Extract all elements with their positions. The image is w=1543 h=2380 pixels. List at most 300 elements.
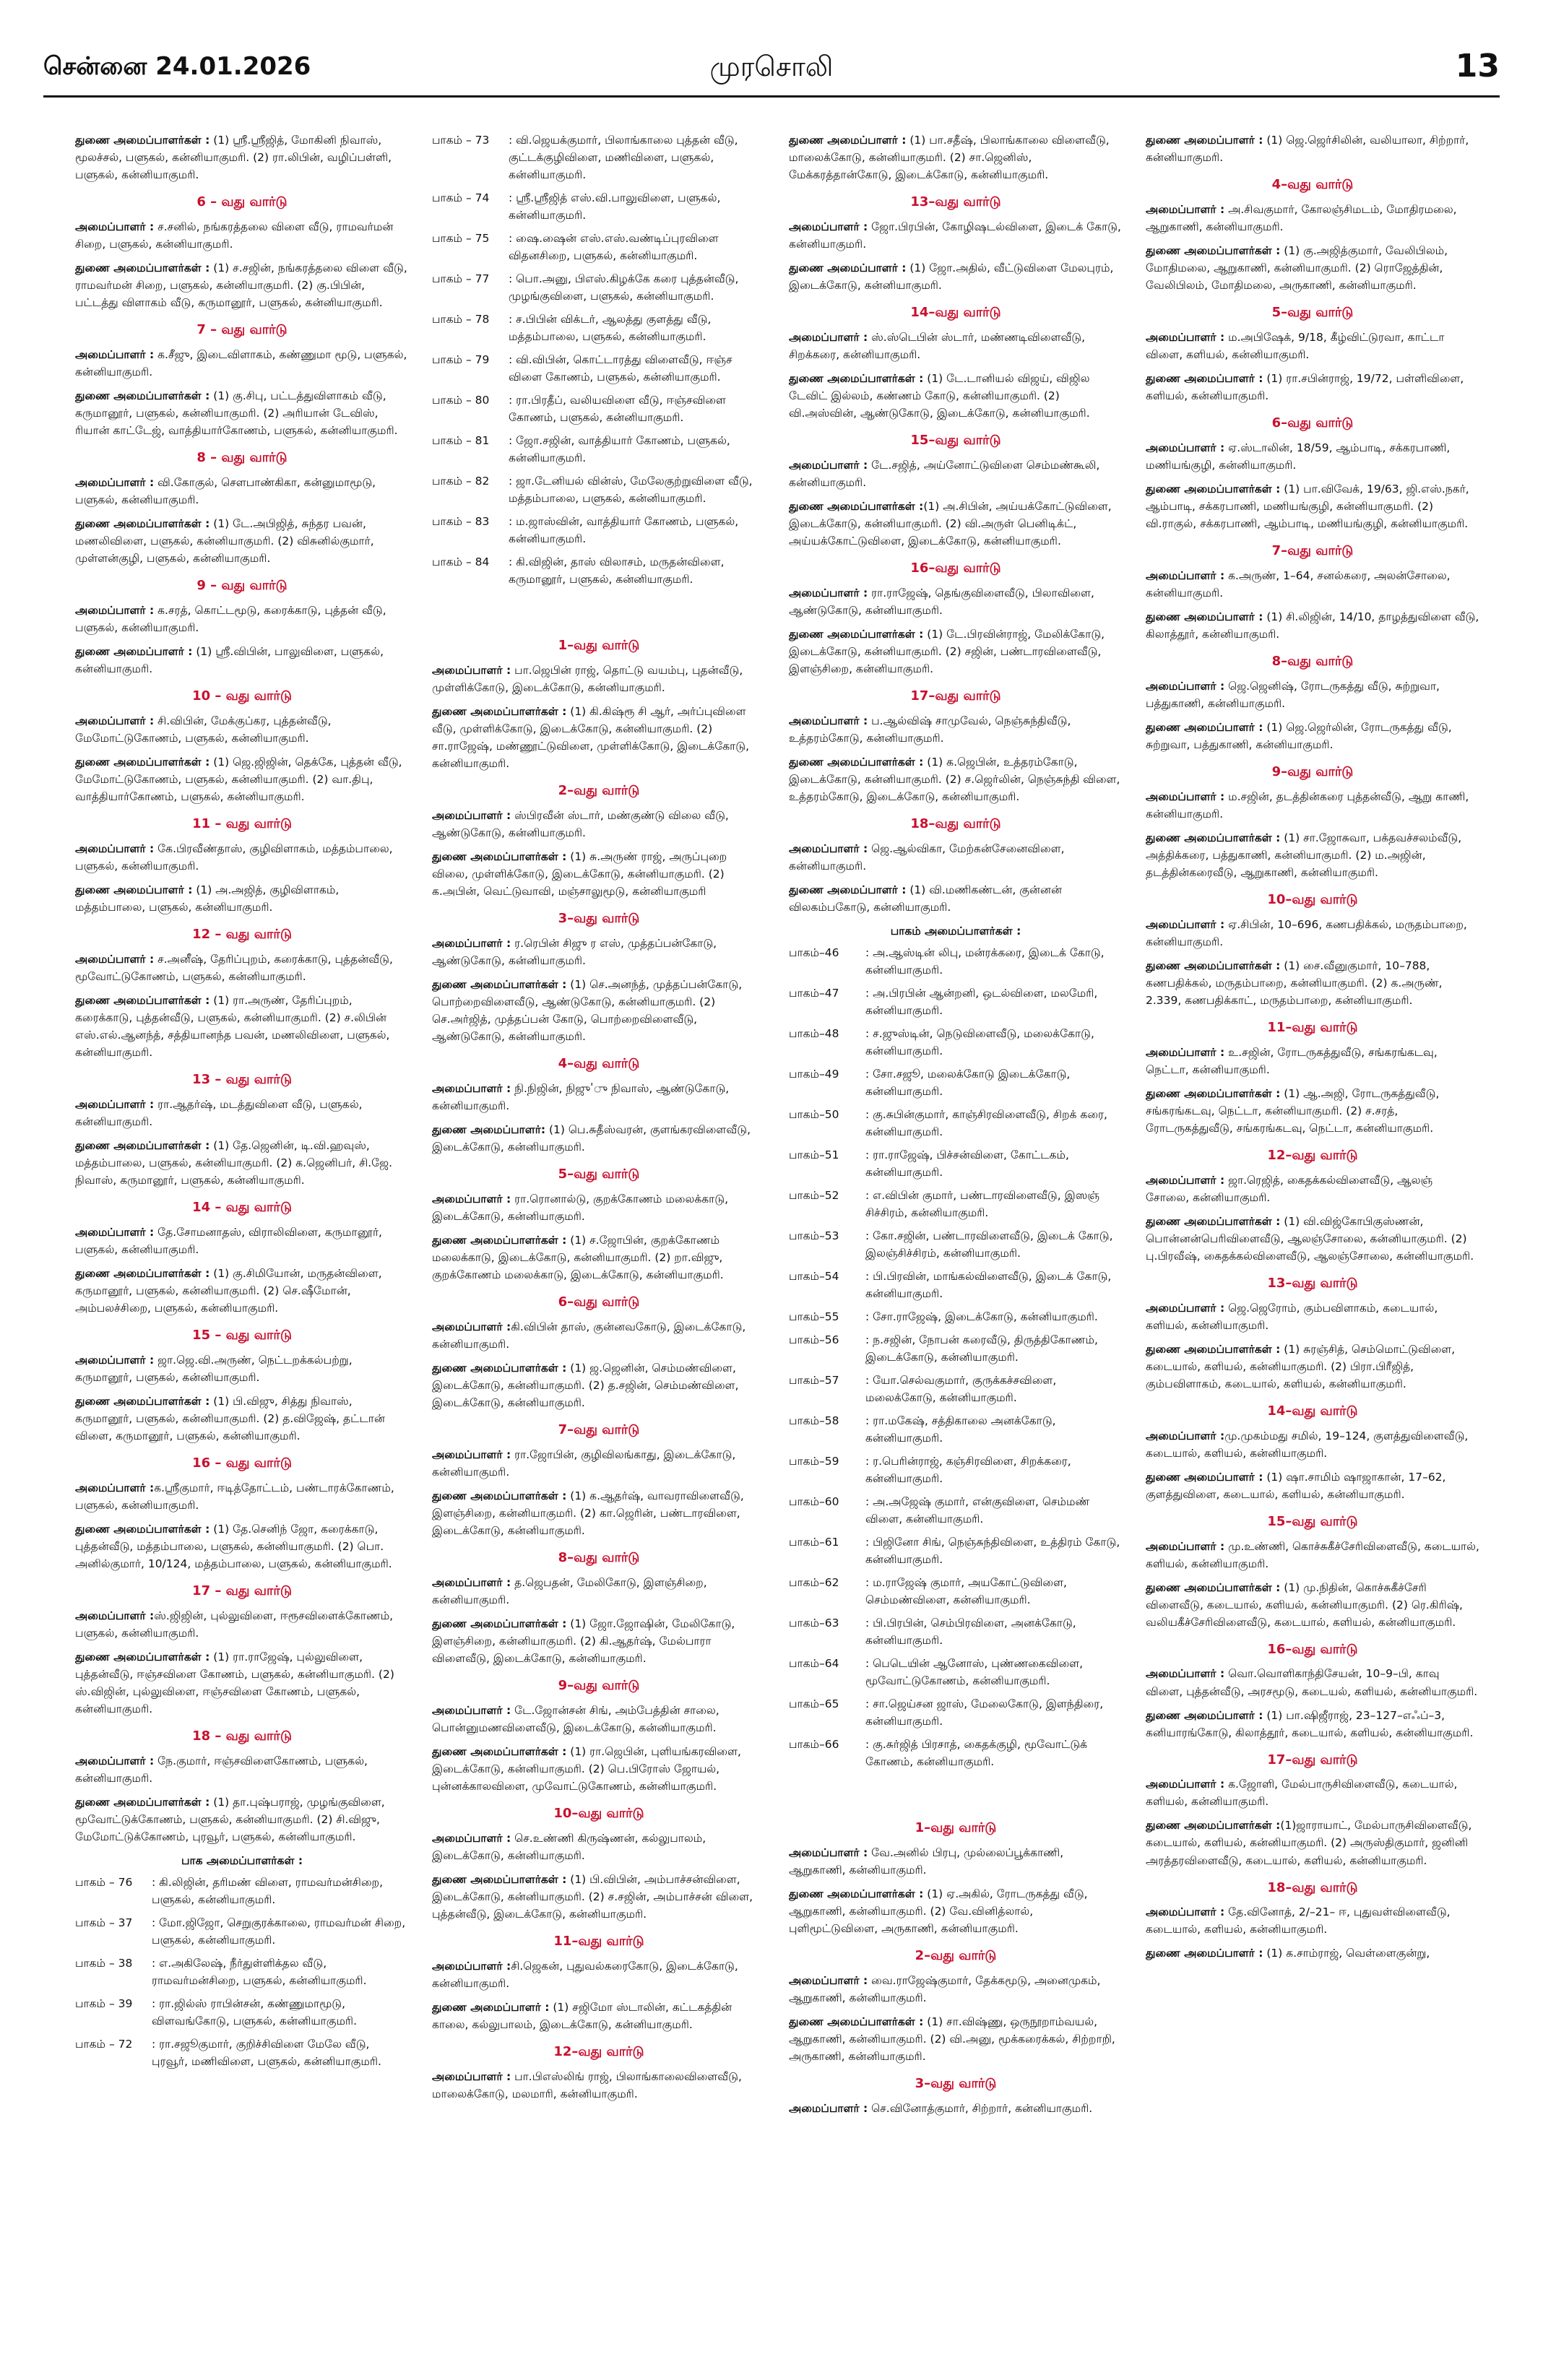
ward-heading: 9 – வது வார்டு [196,577,288,593]
ward-heading: 7 – வது வார்டு [196,322,288,338]
member-entry [432,1121,766,1156]
booth-row [789,1187,1123,1227]
member-details: ஏ.சிபின், 10–696, கணபதிக்கல், மருதம்பாறை, கன்னியாகுமரி. [1146,917,1467,948]
booth-row [789,1065,1123,1106]
role-label: அமைப்பாளர் : [789,2102,868,2116]
role-label: அமைப்பாளர் : [432,1831,511,1845]
role-label: துணை அமைப்பாளர் : [789,134,907,147]
ward-heading: 6–வது வார்டு [1271,415,1354,430]
ward-heading: 3–வது வார்டு [558,911,640,927]
role-label: துணை அமைப்பாளர்கள் : [432,1617,567,1631]
role-label: அமைப்பாளர் : [789,841,868,855]
ward-heading: 9–வது வார்டு [558,1678,640,1694]
member-entry [75,346,409,381]
booth-table [432,131,766,594]
ward-heading: 11–வது வார்டு [1267,1019,1358,1035]
role-label: அமைப்பாளர் : [75,1353,155,1367]
role-label: அமைப்பாளர் : [432,1082,511,1096]
member-entry [432,1830,766,1864]
member-details: (1) தே.ஜெனின், டி.வி.ஹவுஸ், மத்தம்பாலை, பளுகல், கன்னியாகுமரி. (2) க.ஜெனிபர், சி.ஜே. நிவாஸ், கருமானூர், பளுகல், கன்னியாகுமரி. [75,1138,393,1187]
booth-row [75,1955,409,1995]
role-label: அமைப்பாளர் : [75,1097,155,1111]
role-label: துணை அமைப்பாளர்கள் : [75,389,210,402]
ward-heading: 8–வது வார்டு [558,1550,640,1566]
role-label: துணை அமைப்பாளர்கள் : [789,2015,924,2029]
member-entry [75,602,409,636]
member-entry [1146,1944,1479,1962]
header-rule [43,95,1500,98]
member-entry [1146,1538,1479,1572]
member-entry [1146,916,1479,951]
member-details: க.அருண், 1–64, சனல்கரை, அலன்சோலை, கன்னியாகுமரி. [1146,568,1451,600]
member-details: ரா.ஜோபின், குழிவிலங்காது, இடைக்கோடு, கன்னியாகுமரி. [432,1448,736,1479]
booth-row [789,985,1123,1025]
ward-heading: 6 – வது வார்டு [196,194,288,210]
booth-number: பாகம்–51 [789,1148,839,1161]
member-details: (1) ச.ஜோபின், குறக்கோணம் மலைக்காடு, இடைக்கோடு, கன்னியாகுமரி. (2) றா.விஜு, குறக்கோணம் மலைக்காடு, இடைக்கோடு, கன்னியாகுமரி. [432,1234,724,1282]
role-label: துணை அமைப்பாளர் : [1146,1470,1263,1484]
member-entry [789,259,1123,294]
booth-member: : சோ.ராஜேஷ், இடைக்கோடு, கன்னியாகுமரி. [865,1310,1098,1324]
ward-heading: 17–வது வார்டு [1267,1752,1358,1767]
member-entry [432,1487,766,1539]
member-entry [432,807,766,841]
booth-row [432,472,766,513]
role-label: அமைப்பாளர் : [75,1481,155,1494]
booth-number: பாகம்–47 [789,986,839,1000]
booth-member: : அ.பிரபின் ஆன்றனி, ஒடல்விளை, மலமேரி, கன்னியாகுமரி. [865,986,1098,1017]
member-details: ஜெ.ஜெரோம், கும்பவிளாகம், கடையால், களியல், கன்னியாகுமரி. [1146,1301,1438,1332]
member-entry [432,1871,766,1923]
ward-heading: 12–வது வார்டு [553,2044,644,2060]
member-details: (1) டே.அபிஜித், சுந்தர பவன், மணலிவிளை, பளுகல், கன்னியாகுமரி. (2) விசுனில்குமார், முள்ளன்குழி, பளுகல், கன்னியாகுமரி. [75,516,374,565]
masthead: முரசொலி [709,51,834,82]
booth-number: பாகம்–62 [789,1576,839,1590]
member-entry [1146,608,1479,643]
page-number: 13 [1455,48,1500,85]
member-details: ஜெ.ஜெனிஷ், ரோடருகத்து வீடு, சுற்றுவா, பத்துகாணி, கன்னியாகுமரி. [1146,679,1440,710]
booth-row [789,1736,1123,1776]
booth-row [432,351,766,391]
ward-heading: 12–வது வார்டு [1267,1147,1358,1163]
role-label: துணை அமைப்பாளர்கள் : [75,516,210,530]
member-entry [789,626,1123,678]
booth-row [432,131,766,189]
role-label: துணை அமைப்பாளர் : [1146,1947,1263,1960]
booth-row [75,1995,409,2035]
role-label: அமைப்பாளர் : [432,1576,511,1590]
booth-row [789,1372,1123,1412]
member-entry [1146,131,1479,166]
member-details: வி.கோகுல், சௌபாண்கிகா, கன்னுமாமூடு, பளுகல், கன்னியாகுமரி. [75,475,376,506]
member-entry [1146,1213,1479,1265]
member-entry [432,1743,766,1795]
booth-number: பாகம்–48 [789,1026,839,1040]
role-label: துணை அமைப்பாளர்கள் : [1146,959,1281,972]
member-entry [789,712,1123,747]
member-details: ரா.ஆதர்ஷ், மடத்துவிளை வீடு, பளுகல், கன்னியாகுமரி. [75,1097,363,1128]
role-label: அமைப்பாளர் : [1146,441,1225,454]
member-details: ஜோ.பிரபின், கோழிஷடல்விளை, இடைக் கோடு, கன்னியாகுமரி. [789,220,1121,251]
member-entry [1146,1341,1479,1393]
member-details: (1) ரா.சபின்ராஜ், 19/72, பள்ளிவிளை, களியல், கன்னியாகுமரி. [1146,371,1464,402]
member-entry [432,848,766,900]
member-details: பா.பிஎஸ்லிங் ராஜ், பிலாங்காலைவிளைவீடு, மாலைக்கோடு, மலமாரி, கன்னியாகுமரி. [432,2069,742,2100]
member-details: (1) ஸ்ரீ.விபின், பாலுவிளை, பளுகல், கன்னியாகுமரி. [75,644,384,675]
booth-row [75,1914,409,1955]
member-details: (1) வி.விஜ்கோபிகுஸ்ணன், பொன்னன்பெரிவிளைவீடு, ஆலஞ்சோலை, கன்னியாகுமரி. (2) பு.பிரவீஷ், கைதக்கல்விளைவீடு, ஆலஞ்சோலை, கன்னியாகுமரி. [1146,1214,1474,1263]
booth-number: பாகம் – 37 [75,1916,133,1929]
booth-row [75,1874,409,1914]
booth-row [789,1695,1123,1736]
booth-row [789,1655,1123,1695]
member-entry [432,1359,766,1411]
member-details: (1) கு.சிபு, பட்டத்துவிளாகம் வீடு, கருமானூர், பளுகல், கன்னியாகுமரி. (2) அரியான் டேவிஸ், ரியான் காட்டேஜ், வாத்தியார்கோணம், பளுகல், கன்னியாகுமரி. [75,389,398,437]
ward-heading: 16–வது வார்டு [910,560,1001,576]
role-label: அமைப்பாளர் : [1146,1667,1225,1681]
booth-member: : கு.சுபின்குமார், காஞ்சிரவிளைவீடு, சிறக் கரை, கன்னியாகுமரி. [865,1107,1107,1138]
role-label: துணை அமைப்பாளர்கள் : [432,1745,567,1759]
member-details: (1) க.ஆதர்ஷ், வாவராவிளைவீடு, இளஞ்சிறை, கன்னியாகுமரி. (2) கா.ஜெரின், பண்டாரவிளை, இடைக்கோடு, கன்னியாகுமரி. [432,1489,744,1538]
booth-row [789,1268,1123,1308]
member-entry [75,1479,409,1514]
role-label: அமைப்பாளர் : [1146,1173,1225,1187]
ward-heading: 10–வது வார்டு [1267,891,1358,907]
member-entry [789,329,1123,363]
ward-heading: 4–வது வார்டு [558,1056,640,1072]
member-entry [1146,678,1479,712]
member-entry [432,662,766,696]
member-details: ஸ்.ஜிஜின், புல்லுவிளை, ஈரூசவிளைக்கோணம், பளுகல், கன்னியாகுமரி. [75,1609,394,1640]
role-label: துணை அமைப்பாளர்கள் : [1146,1086,1281,1100]
member-entry [789,1972,1123,2007]
role-label: துணை அமைப்பாளர்: [432,1123,546,1137]
role-label: துணை அமைப்பாளர்கள் : [789,627,924,641]
member-details: சி.ஜெகன், புதுவல்கரைகோடு, இடைக்கோடு, கன்னியாகுமரி. [432,1959,738,1990]
member-entry [75,1137,409,1189]
role-label: அமைப்பாளர் : [1146,1429,1225,1442]
role-label: அமைப்பாளர் : [789,586,868,600]
member-details: (1) ஜெ.ஜிஜின், தெக்கே, புத்தன் வீடு, மேமோட்டுகோணம், பளுகல், கன்னியாகுமரி. (2) வா.திபு, வாத்தியார்கோணம், பளுகல், கன்னியாகுமரி. [75,755,402,803]
member-details: ஜா.ஜெ.வி.அருண், நெட்டறக்கல்பற்று, கருமானூர், பளுகல், கன்னியாகுமரி. [75,1353,353,1384]
member-entry [75,1096,409,1130]
ward-heading: 17 – வது வார்டு [192,1583,292,1598]
member-details: வொ.வொளிகாந்திசேயன், 10–9–பி, காவு விளை, புத்தன்வீடு, அரசமூடு, கடையல், களியல், கன்னியாகுமரி. [1146,1667,1478,1698]
member-details: (1) ரா.அருண், தேரிப்புறம், கரைக்காடு, புத்தன்வீடு, பளுகல், கன்னியாகுமரி. (2) ச.லிபின் எஸ்.எல்.ஆனந்த், சத்தியானந்த பவன், மணலிவிளை, பளுகல், கன்னியாகுமரி. [75,993,390,1059]
ward-heading: 14–வது வார்டு [910,305,1001,320]
member-details: கி.விபின் தாஸ், குன்னவகோடு, இடைக்கோடு, கன்னியாகுமரி. [432,1320,746,1351]
member-details: (1) வி.மணிகண்டன், குன்னன் விலகம்பகோடு, கன்னியாகுமரி. [789,883,1062,914]
booth-number: பாகம் – 78 [432,313,490,326]
role-label: துணை அமைப்பாளர் : [432,2000,550,2014]
booth-number: பாகம்–64 [789,1657,839,1671]
role-label: துணை அமைப்பாளர்கள் : [75,1650,210,1663]
member-details: (1) டே.பிரவின்ராஜ், மேலிக்கோடு, இடைக்கோடு, கன்னியாகுமரி. (2) சஜின், பண்டாரவிளைவீடு, இளஞ்சிறை, கன்னியாகுமரி. [789,627,1105,675]
member-entry [1146,1085,1479,1137]
booth-number: பாகம் – 84 [432,555,490,569]
member-details: க.சரத், கொட்டமூடு, கரைக்காடு, புத்தன் வீடு, பளுகல், கன்னியாகுமரி. [75,603,386,634]
role-label: துணை அமைப்பாளர் : [1146,720,1263,734]
member-details: (1) பா.விவேக், 19/63, ஜி.எஸ்.நகர், ஆம்பாடி, சக்கரபாணி, மணியங்குழி, கன்னியாகுமரி. (2) வி.ராகுல், சக்கரபாணி, ஆம்பாடி, மணியங்குழி, கன்னியாகுமரி. [1146,482,1469,530]
booth-number: பாகம் – 39 [75,1996,133,2010]
member-entry [789,498,1123,550]
role-label: துணை அமைப்பாளர்கள் : [789,371,924,385]
member-entry [1146,370,1479,404]
booth-row [789,1453,1123,1493]
role-label: அமைப்பாளர் : [432,664,511,678]
member-entry [75,218,409,253]
booth-row [789,944,1123,985]
booth-member: : ம.ராஜேஷ் குமார், அயகோட்டுவிளை, செம்மண்விளை, கன்னியாகுமரி. [865,1576,1067,1607]
booth-row [789,1533,1123,1574]
column-gap [432,598,766,627]
role-label: அமைப்பாளர் : [789,714,868,727]
booth-number: பாகம் – 80 [432,394,490,407]
role-label: அமைப்பாளர் : [1146,202,1225,216]
booth-heading: பாகம் அமைப்பாளர்கள் : [890,924,1021,938]
ward-heading: 12 – வது வார்டு [192,926,292,942]
member-entry [75,992,409,1061]
ward-heading: 8 – வது வார்டு [196,449,288,465]
ward-heading: 18–வது வார்டு [910,815,1001,831]
member-details: (1) க.ஜெபின், உத்தரம்கோடு, இடைக்கோடு, கன்னியாகுமரி. (2) ச.ஜெர்லின், நெஞ்சுந்தி விளை, உத்தரம்கோடு, இடைக்கோடு, கன்னியாகுமரி. [789,755,1120,803]
member-entry [1146,1817,1479,1869]
member-entry [1146,1468,1479,1503]
member-entry [1146,1172,1479,1206]
member-entry [1146,1044,1479,1078]
role-label: துணை அமைப்பாளர்கள் : [1146,243,1281,257]
member-details: த.ஜெபதன், மேலிகோடு, இளஞ்சிறை, கன்னியாகுமரி. [432,1576,707,1607]
ward-heading: 13 – வது வார்டு [192,1071,292,1087]
member-entry [1146,1707,1479,1741]
booth-number: பாகம்–63 [789,1617,839,1630]
member-details: நி.நிஜின், நிஜு'ு நிவாஸ், ஆண்டுகோடு, கன்னியாகுமரி. [432,1082,730,1113]
role-label: அமைப்பாளர் : [75,952,155,966]
role-label: அமைப்பாளர் : [432,1193,511,1206]
ward-heading: 17–வது வார்டு [910,688,1001,704]
booth-number: பாகம்–56 [789,1333,839,1347]
booth-member: : ச.ஜுஸ்டின், நெடுவிளைவீடு, மலைக்கோடு, கன்னியாகுமரி. [865,1026,1094,1057]
member-entry [75,840,409,875]
ward-heading: 13–வது வார்டு [910,194,1001,210]
role-label: துணை அமைப்பாளர்கள் : [432,1873,567,1887]
role-label: துணை அமைப்பாளர்கள் : [75,1795,210,1809]
member-entry [432,1574,766,1609]
ward-heading: 7–வது வார்டு [558,1422,640,1438]
role-label: துணை அமைப்பாளர் : [789,883,907,896]
member-details: (1) பி.விபின், அம்பாச்சன்விளை, இடைக்கோடு, கன்னியாகுமரி. (2) ச.சஜின், அம்பாச்சன் விளை, புத்தன்வீடு, இடைக்கோடு, கன்னியாகுமரி. [432,1873,753,1921]
booth-member: : கு.சுர்ஜித் பிரசாத், கைதக்குழி, மூவோட்டுக் கோணம், கன்னியாகுமரி. [865,1738,1088,1769]
booth-member: : ந.சஜின், நோபன் கரைவீடு, திருத்திகோணம், இடைக்கோடு, கன்னியாகுமரி. [865,1333,1098,1364]
role-label: துணை அமைப்பாளர்கள் : [75,1266,210,1280]
member-details: வை.ராஜேஷ்குமார், தேக்கமூடு, அனைமுகம், ஆறுகாணி, கன்னியாகுமரி. [789,1974,1101,2005]
member-entry [1146,329,1479,363]
booth-member: : சோ.சஜூ, மலைக்கோடு இடைக்கோடு, கன்னியாகுமரி. [865,1067,1071,1098]
member-details: (1) ஜோ.அதில், வீட்டுவிளை மேலபுரம், இடைக்கோடு, கன்னியாகுமரி. [789,261,1114,292]
member-entry [75,131,409,183]
member-details: ப.ஆல்விஷ் சாமுவேல், நெஞ்சுந்திவீடு, உத்தரம்கோடு, கன்னியாகுமரி. [789,714,1071,745]
booth-member: : ஸ்ரீ.ஸ்ரீஜித் எஸ்.வி.பாலுவிளை, பளுகல், கன்னியாகுமரி. [509,191,721,222]
role-label: துணை அமைப்பாளர் : [1146,610,1263,623]
booth-member: : அ.ஆஸ்டின் லிபு, மன்ரக்கரை, இடைக் கோடு, கன்னியாகுமரி. [865,945,1105,977]
role-label: துணை அமைப்பாளர்கள் : [1146,1342,1281,1356]
booth-member: : பி.பிரபின், செம்பிரவிளை, அனக்கோடு, கன்னியாகுமரி. [865,1617,1076,1648]
member-entry [1146,1299,1479,1334]
member-details: வே.அனில் பிரபு, முல்லைப்பூக்காணி, ஆறுகாணி, கன்னியாகுமரி. [789,1846,1064,1877]
booth-member: : ச.பிபின் விக்டர், ஆலத்து குளத்து வீடு, மத்தம்பாலை, பளுகல், கன்னியாகுமரி. [509,313,712,344]
member-entry [75,259,409,311]
booth-member: : பொ.அனு, பிஎஸ்.கிழக்கே கரை புத்தன்வீடு, முழங்குவிளை, பளுகல், கன்னியாகுமரி. [509,272,739,303]
booth-number: பாகம் – 77 [432,272,490,286]
booth-number: பாகம்–65 [789,1697,839,1711]
booth-number: பாகம் – 74 [432,191,490,205]
member-entry [75,1607,409,1642]
role-label: துணை அமைப்பாளர்கள் : [432,978,567,992]
member-entry [432,1446,766,1481]
role-label: அமைப்பாளர் : [1146,917,1225,931]
member-entry [1146,1775,1479,1810]
member-details: (1) கு.அஜித்குமார், வேலிபிலம், மோதிமலை, ஆறுகாணி, கன்னியாகுமரி. (2) ரொஜேத்தின், வேலிபிலம், மோதிமலை, அருகாணி, கன்னியாகுமரி. [1146,243,1448,292]
ward-heading: 8–வது வார்டு [1271,653,1354,669]
role-label: துணை அமைப்பாளர் : [75,883,193,896]
booth-row [789,1106,1123,1146]
role-label: துணை அமைப்பாளர்கள் : [789,755,924,769]
role-label: அமைப்பாளர் : [789,1974,868,1988]
member-details: (1) ஜெ.ஜெர்சிலின், வலியாலா, சிற்றார், கன்னியாகுமரி. [1146,134,1469,165]
booth-member: : ஷை.ஷைன் எஸ்.எஸ்.வண்டிப்புரவிளை விதனசிறை, பளுகல், கன்னியாகுமரி. [509,232,719,263]
member-entry [75,474,409,509]
member-entry [75,712,409,747]
role-label: துணை அமைப்பாளர்கள் : [1146,831,1281,844]
booth-member: : ரா.ராஜேஷ், பிச்சன்விளை, கோட்டகம், கன்னியாகுமரி. [865,1148,1069,1180]
member-details: க.ஸ்ரீகுமார், ஈடித்தோட்டம், பண்டாரக்கோணம், பளுகல், கன்னியாகுமரி. [75,1481,394,1512]
ward-heading: 1–வது வார்டு [915,1820,997,1836]
booth-number: பாகம் – 79 [432,353,490,367]
member-entry [1146,1665,1479,1700]
member-details: (1) மு.நிதின், கொச்சுகீச்சேரி விளைவீடு, கடையால், களியல், கன்னியாகுமரி. (2) ரெ.கிரிஷ், வலியகீச்சேரிவிளைவீடு, கடையால், களியல், கன்னியாகுமரி. [1146,1580,1463,1629]
role-label: துணை அமைப்பாளர்கள் : [432,705,567,719]
member-entry [789,2100,1123,2117]
booth-number: பாகம்–53 [789,1229,839,1243]
booth-member: : ரா.மகேஷ், சத்திகாலை அனக்கோடு, கன்னியாகுமரி. [865,1414,1056,1445]
role-label: அமைப்பாளர் : [75,347,155,361]
member-entry [432,1232,766,1284]
booth-member: : அ.அஜேஷ் குமார், என்குவிளை, செம்மண் விளை, கன்னியாகுமரி. [865,1495,1090,1526]
member-entry [1146,1427,1479,1462]
member-entry [1146,829,1479,881]
role-label: அமைப்பாளர் : [789,330,868,344]
booth-number: பாகம்–50 [789,1107,839,1121]
role-label: துணை அமைப்பாளர்கள் : [1146,1580,1281,1594]
booth-number: பாகம் – 81 [432,434,490,448]
ward-heading: 5–வது வார்டு [1271,305,1354,320]
booth-member: : எ.விபின் குமார், பண்டாரவிளைவீடு, இஸஞ் சிச்சிரம், கன்னியாகுமரி. [865,1189,1099,1220]
member-details: ஸ்.ஸ்டெபின் ஸ்டார், மண்ணடிவிளைவீடு, சிறக்கரை, கன்னியாகுமரி. [789,330,1086,361]
member-entry [432,1702,766,1736]
member-details: க.ஜோளி, மேல்பாருசிவிளைவீடு, கடையால், களியல், கன்னியாகுமரி. [1146,1778,1458,1809]
member-entry [75,515,409,567]
booth-row [789,1146,1123,1187]
ward-heading: 2–வது வார்டு [558,783,640,799]
member-entry [1146,788,1479,823]
member-entry [75,387,409,439]
member-entry [789,584,1123,619]
member-details: (1) ஜெ.ஜெர்லின், ரோடருகத்து வீடு, சுற்றுவா, பத்துகாணி, கன்னியாகுமரி. [1146,720,1452,751]
booth-member: : வி.விபின், கொட்டாரத்து விளைவீடு, ஈஞ்ச விளை கோணம், பளுகல், கன்னியாகுமரி. [509,353,732,384]
role-label: அமைப்பாளர் : [432,1704,511,1718]
ward-heading: 11–வது வார்டு [553,1934,644,1950]
booth-member: : சா.ஜெய்சன ஜாஸ், மேலைகோடு, இளந்திரை, கன்னியாகுமரி. [865,1697,1104,1728]
role-label: அமைப்பாளர் : [75,1609,155,1622]
ward-heading: 15 – வது வார்டு [192,1327,292,1343]
member-details: கே.பிரவீண்தாஸ், குழிவிளாகம், மத்தம்பாலை, பளுகல், கன்னியாகுமரி. [75,841,393,873]
member-details: (1) பி.விஜு, சித்து நிவாஸ், கருமானூர், பளுகல், கன்னியாகுமரி. (2) த.விஜேஷ், தட்டான் விளை, கருமானூர், பளுகல், கன்னியாகுமரி. [75,1394,385,1442]
member-details: (1) சா.விஷ்ணு, ஒருநூறாம்வயல், ஆறுகாணி, கன்னியாகுமரி. (2) வி.அனு, மூக்கரைக்கல், சிற்றாறி, அருகாணி, கன்னியாகுமரி. [789,2015,1115,2064]
member-entry [789,131,1123,183]
ward-heading: 13–வது வார்டு [1267,1275,1358,1291]
member-entry [432,703,766,772]
ward-heading: 15–வது வார்டு [910,432,1001,448]
member-details: (1) ஆ.அஜி, ரோடருகத்துவீடு, சங்கரங்கடவு, நெட்டா, கன்னியாகுமரி. (2) ச.சரத், ரோடருகத்துவீடு, சங்கரங்கடவு, நெட்டா, கன்னியாகுமரி. [1146,1086,1440,1135]
booth-member: : ரா.சஜூகுமார், குறிச்சிவிளை மேலே வீடு, புரவூர், மணிவிளை, பளுகல், கன்னியாகுமரி. [152,2037,381,2068]
member-entry [75,1520,409,1572]
member-entry [789,2013,1123,2065]
role-label: அமைப்பாளர் : [1146,1045,1225,1059]
member-details: டே.சஜித், அய்னோட்டுவிளை செம்மண்கூலி, கன்னியாகுமரி. [789,458,1100,489]
role-label: அமைப்பாளர் : [1146,1778,1225,1791]
booth-table [789,944,1123,1777]
column-3 [789,131,1123,2356]
booth-member: : பிஜினோ சிங், நெஞ்சுந்திவிளை, உத்திரம் கோடு, கன்னியாகுமரி. [865,1536,1120,1567]
booth-row [432,391,766,432]
booth-table [75,1874,409,2076]
role-label: துணை அமைப்பாளர் : [75,644,193,658]
member-details: (1) சுரஞ்சித், செம்மொட்டுவிளை, கடையால், களியல், கன்னியாகுமரி. (2) பிரா.பிரீஜித், கும்பவிளாகம், கடையால், களியல், கன்னியாகுமரி. [1146,1342,1456,1390]
member-entry [75,753,409,805]
member-entry [1146,201,1479,235]
member-details: (1) ஜ.ஜெனின், செம்மண்விளை, இடைக்கோடு, கன்னியாகுமரி. (2) த.சஜின், செம்மண்விளை, இடைக்கோடு, கன்னியாகுமரி. [432,1362,739,1410]
member-entry [789,370,1123,422]
role-label: அமைப்பாளர் : [1146,568,1225,582]
member-details: ச.அனீஷ், தேரிப்புறம், கரைக்காடு, புத்தன்வீடு, மூவோட்டுகோணம், பளுகல், கன்னியாகுமரி. [75,952,393,983]
role-label: அமைப்பாளர் : [432,809,511,823]
member-entry [432,935,766,969]
booth-number: பாகம்–55 [789,1310,839,1324]
role-label: அமைப்பாளர் : [1146,330,1225,344]
member-details: (1) ச.சஜின், நங்கரத்தலை விளை வீடு, ராமவர்மன் சிறை, பளுகல், கன்னியாகுமரி. (2) கு.பிபின், பட்டத்து விளாகம் வீடு, கருமானூர், பளுகல், கன்னியாகுமரி. [75,261,407,309]
booth-number: பாகம் – 72 [75,2037,133,2051]
role-label: துணை அமைப்பாளர் : [1146,371,1263,385]
role-label: அமைப்பாளர் : [75,475,155,489]
booth-member: : பி.பிரவின், மாங்கல்விளைவீடு, இடைக் கோடு, கன்னியாகுமரி. [865,1270,1112,1301]
member-entry [1146,480,1479,532]
role-label: துணை அமைப்பாளர்கள் : [75,1394,210,1408]
booth-row [789,1614,1123,1655]
booth-number: பாகம் – 38 [75,1956,133,1970]
ward-heading: 10–வது வார்டு [553,1806,644,1822]
member-details: (1) அ.அஜித், குழிவிளாகம், மத்தம்பாலை, பளுகல், கன்னியாகுமரி. [75,883,340,914]
booth-row [432,270,766,311]
role-label: துணை அமைப்பாளர்கள் : [1146,1214,1281,1228]
member-entry [1146,1903,1479,1938]
booth-member: : வி.ஜெயக்குமார், பிலாங்காலை புத்தன் வீடு, குட்டக்குழிவிளை, மணிவிளை, பளுகல், கன்னியாகுமரி. [509,134,738,182]
booth-member: : கி.விஜின், தாஸ் விலாசம், மருதன்விளை, கருமானூர், பளுகல், கன்னியாகுமரி. [509,555,725,587]
role-label: துணை அமைப்பாளர்கள் : [75,755,210,769]
member-entry [432,976,766,1045]
column-2 [432,131,766,2356]
member-entry [75,643,409,678]
member-entry [75,1224,409,1258]
